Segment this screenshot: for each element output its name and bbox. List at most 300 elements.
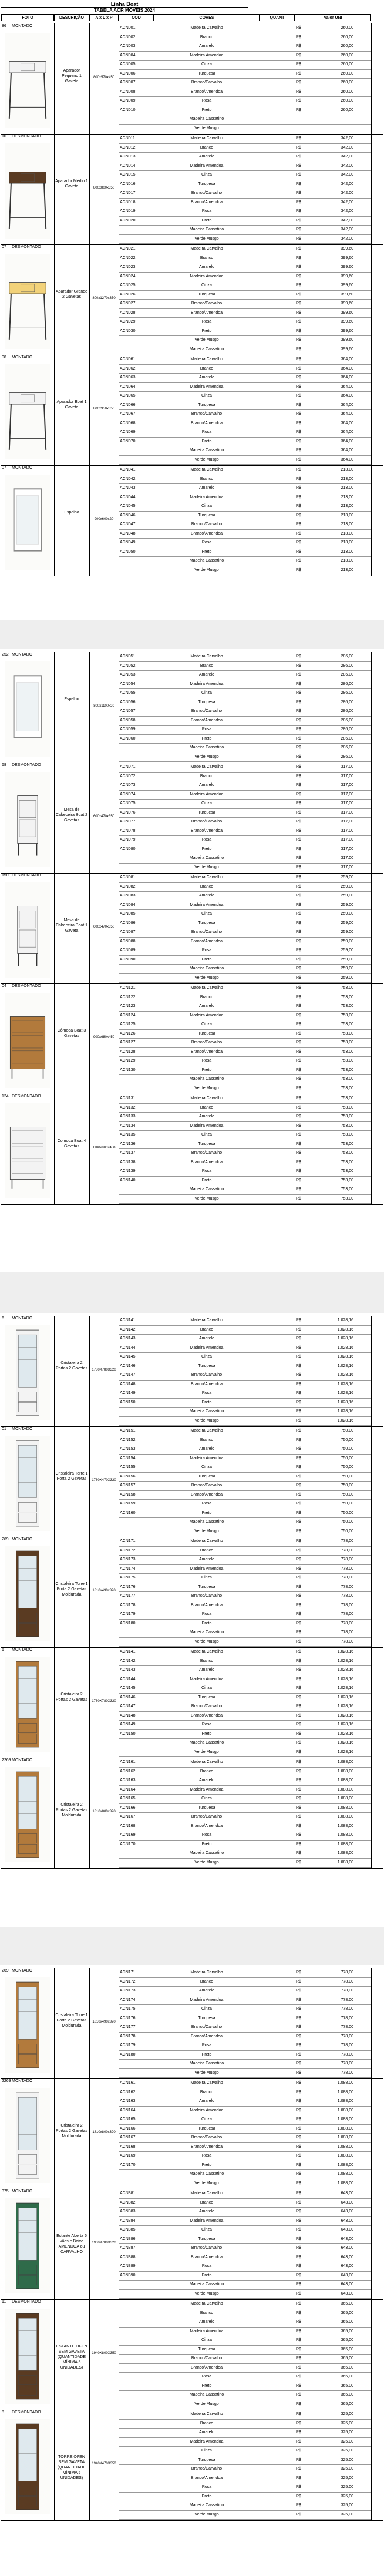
variant-price: 1.088,00 (337, 2144, 353, 2149)
currency-label: R$ (296, 1429, 301, 1433)
currency-label: R$ (296, 1658, 301, 1663)
currency-label: R$ (296, 1418, 301, 1423)
variant-row (119, 2051, 371, 2060)
variant-price: 286,00 (341, 673, 353, 677)
variant-row (119, 1721, 371, 1730)
variant-row (119, 1455, 371, 1464)
variant-color: Preto (201, 439, 212, 444)
variant-row (119, 1482, 371, 1491)
variant-price: 753,00 (341, 1040, 353, 1044)
variant-color: Madeira Cassatino (189, 2393, 224, 2397)
product-number: 269 (2, 1969, 9, 1973)
currency-label: R$ (296, 99, 301, 103)
currency-label: R$ (296, 2246, 301, 2250)
product-dimensions: 900x680x450 (93, 1036, 115, 1039)
variant-row (119, 809, 371, 818)
variant-color: Amarelo (198, 1336, 215, 1341)
variant-price: 753,00 (341, 1123, 353, 1128)
variant-color: Madeira Cassatino (189, 1409, 224, 1413)
variant-price: 753,00 (341, 1077, 353, 1081)
variant-row (119, 263, 371, 273)
page-subtitle: TABELA ACR MOVEIS 2024 (1, 7, 248, 14)
variant-row (119, 2290, 371, 2299)
variant-code: ACN148 (120, 1382, 136, 1386)
currency-label: R$ (296, 1668, 301, 1672)
variant-code: ACN122 (120, 995, 136, 999)
variant-code: ACN382 (120, 2200, 136, 2205)
product-dimensions: 1940X470X350 (92, 2462, 116, 2466)
variant-color: Cinza (201, 1133, 212, 1137)
variant-color: Verde Musgo (194, 754, 219, 759)
product-block (1, 2299, 383, 2410)
currency-label: R$ (296, 1695, 301, 1700)
currency-label: R$ (296, 2007, 301, 2011)
currency-label: R$ (296, 2302, 301, 2306)
variant-color: Madeira Carvalho (190, 136, 223, 140)
variant-code: ACN381 (120, 2191, 136, 2195)
variant-row (119, 662, 371, 671)
variant-price: 213,00 (341, 513, 353, 518)
variant-price: 643,00 (341, 2228, 353, 2232)
variant-color: Branco (200, 663, 214, 668)
currency-label: R$ (296, 1741, 301, 1745)
product-number: 375 (2, 2189, 9, 2194)
currency-label: R$ (296, 2310, 301, 2315)
variant-price: 259,00 (341, 939, 353, 943)
variant-row (119, 2262, 371, 2272)
currency-label: R$ (296, 531, 301, 536)
variant-color: Rosa (201, 1722, 212, 1727)
variant-code: ACN173 (120, 1557, 136, 1561)
variant-code: ACN149 (120, 1391, 136, 1395)
variant-row (119, 97, 371, 106)
variant-code: ACN015 (120, 173, 136, 177)
variant-color: Preto (201, 2383, 212, 2388)
variant-color: Amarelo (198, 1557, 215, 1561)
variant-row (119, 717, 371, 726)
variant-row (119, 300, 371, 309)
currency-label: R$ (296, 1650, 301, 1654)
variant-row (119, 2511, 371, 2520)
variant-code: ACN150 (120, 1731, 136, 1736)
variant-code: ACN079 (120, 838, 136, 842)
variant-price: 260,00 (341, 99, 353, 103)
variant-color: Branco (200, 256, 214, 260)
variant-color: Branco/Carvalho (191, 2356, 223, 2360)
variant-code: ACN174 (120, 1566, 136, 1571)
variant-row (119, 336, 371, 345)
currency-label: R$ (296, 1639, 301, 1644)
product-state: DESMONTADO (12, 984, 41, 988)
variant-row (119, 1574, 371, 1583)
variant-row (119, 1436, 371, 1446)
variant-code: ACN179 (120, 2043, 136, 2047)
variant-code: ACN174 (120, 1997, 136, 2002)
variant-color: Turquesa (198, 921, 215, 925)
variant-price: 753,00 (341, 1022, 353, 1026)
variant-price: 1.088,00 (337, 1760, 353, 1764)
variant-row (119, 1140, 371, 1150)
variant-row (119, 539, 371, 548)
variant-color: Cinza (201, 394, 212, 398)
variant-color: Madeira Amendoa (190, 1123, 224, 1128)
variant-code: ACN152 (120, 1438, 136, 1442)
currency-label: R$ (296, 1114, 301, 1119)
currency-label: R$ (296, 1456, 301, 1460)
variant-row (119, 1158, 371, 1168)
column-divider (54, 1426, 55, 1537)
variant-price: 213,00 (341, 567, 353, 572)
variant-price: 753,00 (341, 1031, 353, 1036)
variant-row (119, 1518, 371, 1527)
page-break (0, 620, 384, 649)
currency-label: R$ (296, 2043, 301, 2047)
currency-label: R$ (296, 292, 301, 297)
variant-color: Cinza (201, 173, 212, 177)
variant-code: ACN001 (120, 26, 136, 30)
currency-label: R$ (296, 774, 301, 778)
variant-price: 750,00 (341, 1438, 353, 1442)
variant-color: Turquesa (198, 2126, 215, 2131)
column-divider (371, 465, 372, 576)
currency-label: R$ (296, 2081, 301, 2085)
variant-row (119, 2134, 371, 2143)
variant-color: Madeira Carvalho (190, 1760, 223, 1764)
variant-code: ACN142 (120, 1658, 136, 1663)
currency-label: R$ (296, 2200, 301, 2205)
product-dimensions: 800x1100x20 (93, 704, 114, 708)
variant-row (119, 557, 371, 566)
variant-code: ACN011 (120, 136, 135, 140)
currency-label: R$ (296, 930, 301, 934)
variant-color: Madeira Cassatino (189, 2061, 224, 2065)
variant-code: ACN167 (120, 2135, 136, 2140)
variant-color: Preto (201, 2494, 212, 2498)
currency-label: R$ (296, 2503, 301, 2507)
currency-label: R$ (296, 2320, 301, 2324)
currency-label: R$ (296, 2393, 301, 2397)
variant-color: Verde Musgo (194, 567, 219, 572)
variant-row (119, 1104, 371, 1113)
variant-row (119, 1739, 371, 1748)
variant-row (119, 1527, 371, 1537)
currency-label: R$ (296, 902, 301, 907)
variant-price: 213,00 (341, 522, 353, 526)
variant-price: 325,00 (341, 2503, 353, 2507)
currency-label: R$ (296, 540, 301, 545)
variant-price: 325,00 (341, 2512, 353, 2517)
product-state: MONTADO (12, 1758, 33, 1762)
currency-label: R$ (296, 384, 301, 389)
variant-code: ACN165 (120, 1796, 136, 1801)
variant-code: ACN057 (120, 709, 136, 713)
variant-row (119, 2208, 371, 2217)
variant-color: Madeira Carvalho (190, 2412, 223, 2416)
variant-row (119, 70, 371, 79)
variant-color: Madeira Cassatino (189, 1630, 224, 1634)
variant-row (119, 1509, 371, 1519)
variant-code: ACN135 (120, 1133, 136, 1137)
variant-color: Amarelo (198, 1778, 215, 1782)
variant-row (119, 928, 371, 938)
variant-row (119, 207, 371, 217)
variant-row (119, 1849, 371, 1859)
variant-row (119, 2253, 371, 2263)
currency-label: R$ (296, 2264, 301, 2268)
product-state: DESMONTADO (12, 2410, 41, 2414)
variant-color: Madeira Carvalho (190, 2191, 223, 2195)
column-divider (54, 355, 55, 465)
variant-code: ACN076 (120, 810, 136, 815)
variant-color: Madeira Amendoa (190, 1997, 224, 2002)
variant-price: 753,00 (341, 1059, 353, 1063)
variant-price: 1.028,16 (337, 1658, 353, 1663)
product-number: 01 (2, 1427, 6, 1431)
column-divider (54, 983, 55, 1094)
variant-price: 365,00 (341, 2347, 353, 2352)
currency-label: R$ (296, 2154, 301, 2158)
variant-code: ACN027 (120, 301, 136, 305)
variant-color: Turquesa (198, 700, 215, 704)
variant-row (119, 1066, 371, 1076)
currency-label: R$ (296, 1049, 301, 1054)
currency-label: R$ (296, 1086, 301, 1090)
variant-color: Madeira Cassatino (189, 856, 224, 860)
variant-code: ACN007 (120, 80, 136, 85)
column-divider (371, 1537, 372, 1647)
variant-row (119, 744, 371, 753)
page-break (0, 1927, 384, 1965)
variant-row (119, 2465, 371, 2474)
variant-code: ACN060 (120, 736, 136, 741)
variant-price: 317,00 (341, 792, 353, 797)
variant-code: ACN020 (120, 218, 136, 223)
variant-row (119, 1547, 371, 1556)
variant-row (119, 345, 371, 355)
variant-price: 750,00 (341, 1520, 353, 1524)
column-divider (54, 134, 55, 244)
product-dimensions: 1100x800x450 (92, 1146, 116, 1150)
variant-code: ACN134 (120, 1123, 136, 1128)
variant-price: 213,00 (341, 531, 353, 536)
variant-price: 365,00 (341, 2320, 353, 2324)
column-divider (371, 983, 372, 1094)
variant-row (119, 1500, 371, 1509)
product-block (1, 1758, 383, 1869)
variant-color: Madeira Carvalho (190, 2081, 223, 2085)
variant-row (119, 2143, 371, 2152)
variant-price: 317,00 (341, 774, 353, 778)
product-state: DESMONTADO (12, 874, 41, 878)
variant-row (119, 845, 371, 855)
product-description: Mesa de Cabeceira Boat 2 Gavetas (55, 808, 88, 822)
variant-color: Branco (200, 2310, 214, 2315)
variant-code: ACN055 (120, 691, 136, 695)
variant-code: ACN172 (120, 1979, 136, 1984)
currency-label: R$ (296, 1169, 301, 1173)
currency-label: R$ (296, 2236, 301, 2241)
variant-row (119, 993, 371, 1003)
variant-row (119, 1822, 371, 1832)
variant-color: Rosa (201, 99, 212, 103)
variant-color: Madeira Amendoa (190, 2329, 224, 2333)
currency-label: R$ (296, 2099, 301, 2103)
variant-price: 259,00 (341, 966, 353, 970)
variant-color: Branco/Carvalho (191, 1040, 223, 1044)
column-divider (54, 1537, 55, 1647)
variant-row (119, 827, 371, 837)
variant-row (119, 1712, 371, 1721)
product-photo (5, 2309, 50, 2404)
currency-label: R$ (296, 691, 301, 695)
variant-color: Amarelo (198, 1447, 215, 1451)
currency-label: R$ (296, 1860, 301, 1865)
variant-price: 325,00 (341, 2494, 353, 2498)
variant-row (119, 1666, 371, 1675)
product-block (1, 873, 383, 984)
variant-color: Branco/Amendoa (190, 1160, 223, 1164)
variant-price: 399,60 (341, 338, 353, 342)
variant-color: Preto (201, 957, 212, 962)
variant-price: 259,00 (341, 921, 353, 925)
variant-price: 325,00 (341, 2467, 353, 2471)
variant-price: 317,00 (341, 810, 353, 815)
currency-label: R$ (296, 1160, 301, 1164)
variant-color: Cinza (201, 801, 212, 805)
product-description: Cristaleira Torre 1 Porta 2 Gavetas Moldurada (55, 1582, 88, 1597)
variant-row (119, 2382, 371, 2392)
variant-code: ACN087 (120, 930, 136, 934)
variant-color: Branco/Carvalho (191, 2246, 223, 2250)
column-divider (371, 355, 372, 465)
variant-row (119, 1326, 371, 1335)
variant-code: ACN179 (120, 1612, 136, 1616)
currency-label: R$ (296, 1013, 301, 1017)
variant-row (119, 2328, 371, 2337)
variant-price: 643,00 (341, 2209, 353, 2214)
currency-label: R$ (296, 513, 301, 518)
variant-price: 1.028,16 (337, 1418, 353, 1423)
currency-label: R$ (296, 486, 301, 490)
variant-color: Branco/Carvalho (191, 1483, 223, 1487)
variant-price: 364,00 (341, 402, 353, 407)
currency-label: R$ (296, 145, 301, 150)
variant-code: ACN138 (120, 1160, 136, 1164)
variant-code: ACN081 (120, 875, 136, 879)
variant-color: Turquesa (198, 182, 215, 186)
product-photo (5, 2419, 50, 2514)
variant-price: 750,00 (341, 1492, 353, 1497)
variant-code: ACN384 (120, 2218, 136, 2223)
variant-code: ACN003 (120, 44, 136, 48)
variant-color: Madeira Amendoa (190, 2218, 224, 2223)
currency-label: R$ (296, 1141, 301, 1146)
variant-color: Rosa (201, 1169, 212, 1173)
header-foto: FOTO (1, 14, 54, 21)
variant-color: Branco/Amendoa (190, 718, 223, 723)
product-state: MONTADO (12, 1316, 33, 1321)
variant-row (119, 1427, 371, 1436)
variant-row (119, 1399, 371, 1408)
variant-code: ACN159 (120, 1502, 136, 1506)
variant-code: ACN021 (120, 247, 136, 251)
variant-code: ACN175 (120, 1576, 136, 1580)
variant-code: ACN048 (120, 531, 136, 536)
variant-color: Branco/Amendoa (190, 939, 223, 943)
variant-code: ACN141 (120, 1650, 136, 1654)
variant-color: Amarelo (198, 1114, 215, 1119)
variant-code: ACN083 (120, 894, 136, 898)
variant-code: ACN389 (120, 2264, 136, 2268)
variant-color: Branco (200, 1105, 214, 1110)
variant-row (119, 2005, 371, 2014)
column-divider (54, 873, 55, 983)
currency-label: R$ (296, 1566, 301, 1571)
variant-price: 778,00 (341, 1548, 353, 1553)
variant-price: 1.028,16 (337, 1327, 353, 1332)
currency-label: R$ (296, 1409, 301, 1413)
variant-row (119, 800, 371, 809)
currency-label: R$ (296, 1630, 301, 1634)
variant-row (119, 1657, 371, 1667)
variant-color: Rosa (201, 320, 212, 324)
variant-price: 1.088,00 (337, 1842, 353, 1846)
table-header (1, 14, 383, 22)
product-description: Mesa de Cabeceira Boat 1 Gaveta (55, 918, 88, 933)
currency-label: R$ (296, 1327, 301, 1332)
variant-price: 1.088,00 (337, 1796, 353, 1801)
variant-row (119, 88, 371, 98)
product-description: Cristaleira 2 Portas 2 Gavetas Moldurada (55, 2124, 88, 2138)
variant-color: Amarelo (198, 265, 215, 269)
currency-label: R$ (296, 2375, 301, 2379)
variant-row (119, 2501, 371, 2511)
variant-color: Branco/Carvalho (191, 412, 223, 416)
variant-price: 1.028,16 (337, 1713, 353, 1718)
variant-row (119, 446, 371, 456)
variant-color: Turquesa (198, 1474, 215, 1479)
variant-price: 213,00 (341, 504, 353, 508)
product-block (1, 2410, 383, 2521)
variant-code: ACN162 (120, 1769, 136, 1774)
page-break (0, 1272, 384, 1313)
product-photo (5, 33, 50, 128)
variant-code: ACN023 (120, 265, 136, 269)
variant-price: 365,00 (341, 2338, 353, 2342)
currency-label: R$ (296, 1400, 301, 1405)
variant-code: ACN147 (120, 1704, 136, 1708)
variant-code: ACN086 (120, 921, 136, 925)
variant-code: ACN148 (120, 1713, 136, 1718)
currency-label: R$ (296, 2421, 301, 2426)
variant-color: Amarelo (198, 783, 215, 787)
variant-price: 399,60 (341, 301, 353, 305)
currency-label: R$ (296, 745, 301, 750)
variant-row (119, 2023, 371, 2033)
currency-label: R$ (296, 709, 301, 713)
variant-color: Verde Musgo (194, 126, 219, 130)
currency-label: R$ (296, 2291, 301, 2296)
variant-price: 1.088,00 (337, 1851, 353, 1855)
variant-price: 364,00 (341, 357, 353, 361)
currency-label: R$ (296, 1713, 301, 1718)
variant-price: 1.028,16 (337, 1409, 353, 1413)
variant-price: 1.088,00 (337, 1787, 353, 1792)
variant-row (119, 956, 371, 965)
variant-row (119, 281, 371, 291)
product-photo (5, 2088, 50, 2183)
currency-label: R$ (296, 966, 301, 970)
